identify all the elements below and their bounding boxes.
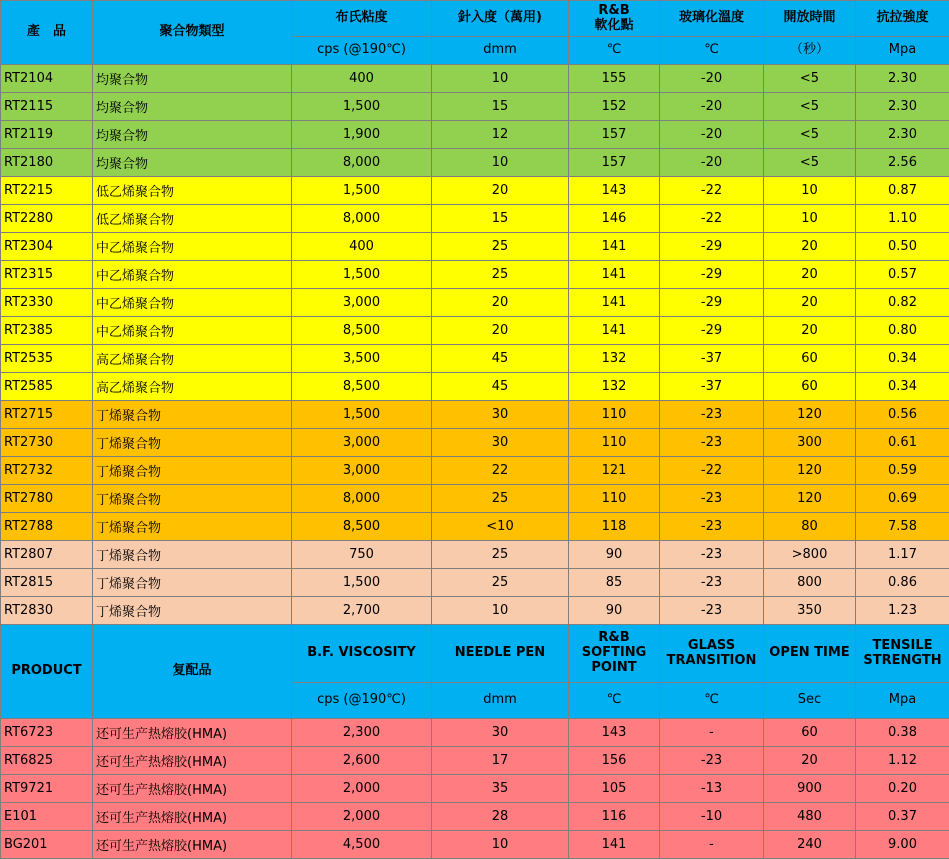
cell-rb: 90 <box>569 597 660 625</box>
cell-type: 中乙烯聚合物 <box>93 289 292 317</box>
cell-glass: -20 <box>660 149 764 177</box>
col-rb-header <box>569 1 660 37</box>
cell-product: RT2788 <box>1 513 93 541</box>
table-row <box>1 803 949 831</box>
cell-type: 中乙烯聚合物 <box>93 317 292 345</box>
cell-glass: -29 <box>660 261 764 289</box>
cell-needle: 30 <box>432 401 569 429</box>
cell-glass: -23 <box>660 569 764 597</box>
cell-open: <5 <box>764 121 856 149</box>
cell-open: 60 <box>764 719 856 747</box>
cell-viscosity: 400 <box>292 65 432 93</box>
cell-type: 丁烯聚合物 <box>93 401 292 429</box>
cell-open: 60 <box>764 373 856 401</box>
table-row <box>1 93 949 121</box>
cell-glass: -37 <box>660 345 764 373</box>
cell-glass: - <box>660 719 764 747</box>
glass-en-line1: GLASS <box>688 638 735 653</box>
cell-tensile: 2.30 <box>856 121 949 149</box>
cell-product: RT2535 <box>1 345 93 373</box>
cell-viscosity: 750 <box>292 541 432 569</box>
cell-type: 均聚合物 <box>93 65 292 93</box>
cell-tensile: 0.59 <box>856 457 949 485</box>
cell-viscosity: 8,000 <box>292 205 432 233</box>
cell-product: RT6723 <box>1 719 93 747</box>
cell-needle: 10 <box>432 831 569 859</box>
cell-product: RT2732 <box>1 457 93 485</box>
cell-product: RT2104 <box>1 65 93 93</box>
cell-viscosity: 2,000 <box>292 803 432 831</box>
cell-type: 还可生产热熔胶(HMA) <box>93 719 292 747</box>
cell-open: <5 <box>764 93 856 121</box>
cell-rb: 141 <box>569 317 660 345</box>
cell-tensile: 0.61 <box>856 429 949 457</box>
rb-header-line2: 軟化點 <box>594 18 633 33</box>
cell-glass: -29 <box>660 289 764 317</box>
table-row <box>1 233 949 261</box>
cell-tensile: 0.20 <box>856 775 949 803</box>
cell-rb: 143 <box>569 177 660 205</box>
unit-needle: dmm <box>432 37 569 65</box>
cell-tensile: 1.23 <box>856 597 949 625</box>
table-row <box>1 429 949 457</box>
cell-rb: 90 <box>569 541 660 569</box>
cell-needle: 15 <box>432 205 569 233</box>
cell-viscosity: 3,500 <box>292 345 432 373</box>
cell-type: 均聚合物 <box>93 121 292 149</box>
unit-rb: ℃ <box>569 37 660 65</box>
table-row <box>1 345 949 373</box>
cell-glass: -23 <box>660 485 764 513</box>
cell-viscosity: 1,500 <box>292 569 432 597</box>
cell-glass: -37 <box>660 373 764 401</box>
cell-product: RT2385 <box>1 317 93 345</box>
cell-type: 还可生产热熔胶(HMA) <box>93 803 292 831</box>
cell-open: 120 <box>764 401 856 429</box>
cell-viscosity: 1,500 <box>292 261 432 289</box>
cell-open: 10 <box>764 177 856 205</box>
tensile-en-line2: STRENGTH <box>863 653 941 668</box>
cell-needle: 28 <box>432 803 569 831</box>
cell-product: RT6825 <box>1 747 93 775</box>
cell-viscosity: 3,000 <box>292 429 432 457</box>
cell-open: 900 <box>764 775 856 803</box>
cell-glass: -29 <box>660 233 764 261</box>
cell-needle: 20 <box>432 289 569 317</box>
cell-needle: 22 <box>432 457 569 485</box>
cell-glass: -22 <box>660 205 764 233</box>
cell-viscosity: 1,500 <box>292 401 432 429</box>
cell-rb: 116 <box>569 803 660 831</box>
cell-type: 均聚合物 <box>93 149 292 177</box>
cell-viscosity: 4,500 <box>292 831 432 859</box>
cell-needle: 25 <box>432 541 569 569</box>
cell-product: RT2215 <box>1 177 93 205</box>
cell-product: RT2304 <box>1 233 93 261</box>
col-glass-header: 玻璃化溫度 <box>660 1 764 37</box>
cell-rb: 110 <box>569 401 660 429</box>
cell-type: 丁烯聚合物 <box>93 513 292 541</box>
cell-needle: 10 <box>432 65 569 93</box>
table-row <box>1 317 949 345</box>
cell-type: 中乙烯聚合物 <box>93 261 292 289</box>
cell-open: 300 <box>764 429 856 457</box>
cell-rb: 143 <box>569 719 660 747</box>
cell-type: 低乙烯聚合物 <box>93 205 292 233</box>
cell-open: 800 <box>764 569 856 597</box>
cell-rb: 155 <box>569 65 660 93</box>
col-viscosity-header-en: B.F. VISCOSITY <box>292 625 432 683</box>
cell-product: RT9721 <box>1 775 93 803</box>
cell-viscosity: 2,600 <box>292 747 432 775</box>
cell-tensile: 9.00 <box>856 831 949 859</box>
cell-product: RT2815 <box>1 569 93 597</box>
cell-product: RT2115 <box>1 93 93 121</box>
cell-tensile: 1.10 <box>856 205 949 233</box>
cell-glass: -22 <box>660 457 764 485</box>
cell-rb: 132 <box>569 373 660 401</box>
col-viscosity-header: 布氏粘度 <box>292 1 432 37</box>
cell-open: 80 <box>764 513 856 541</box>
table-row <box>1 485 949 513</box>
cell-viscosity: 1,500 <box>292 177 432 205</box>
cell-viscosity: 400 <box>292 233 432 261</box>
col-open-header-en: OPEN TIME <box>764 625 856 683</box>
table-row <box>1 513 949 541</box>
cell-tensile: 2.30 <box>856 65 949 93</box>
cell-needle: 20 <box>432 177 569 205</box>
cell-open: <5 <box>764 65 856 93</box>
cell-type: 还可生产热熔胶(HMA) <box>93 775 292 803</box>
cell-rb: 141 <box>569 261 660 289</box>
table-row <box>1 569 949 597</box>
cell-type: 丁烯聚合物 <box>93 485 292 513</box>
table-row <box>1 747 949 775</box>
col-tensile-header-en <box>856 625 949 683</box>
cell-open: 120 <box>764 485 856 513</box>
cell-rb: 110 <box>569 485 660 513</box>
table-row <box>1 401 949 429</box>
cell-tensile: 2.56 <box>856 149 949 177</box>
cell-rb: 156 <box>569 747 660 775</box>
table-row <box>1 289 949 317</box>
cell-needle: 20 <box>432 317 569 345</box>
unit-open-en: Sec <box>764 683 856 719</box>
cell-type: 丁烯聚合物 <box>93 597 292 625</box>
cell-product: RT2330 <box>1 289 93 317</box>
table-row <box>1 121 949 149</box>
cell-product: RT2315 <box>1 261 93 289</box>
cell-rb: 146 <box>569 205 660 233</box>
cell-open: 20 <box>764 289 856 317</box>
cell-viscosity: 8,000 <box>292 149 432 177</box>
cell-type: 丁烯聚合物 <box>93 541 292 569</box>
cell-tensile: 0.34 <box>856 373 949 401</box>
cell-product: RT2180 <box>1 149 93 177</box>
cell-glass: -13 <box>660 775 764 803</box>
cell-needle: 10 <box>432 597 569 625</box>
cell-type: 高乙烯聚合物 <box>93 345 292 373</box>
header1-title-row <box>1 1 949 37</box>
table-row <box>1 541 949 569</box>
cell-needle: 45 <box>432 373 569 401</box>
cell-rb: 105 <box>569 775 660 803</box>
cell-needle: 30 <box>432 429 569 457</box>
cell-glass: -23 <box>660 597 764 625</box>
cell-open: 120 <box>764 457 856 485</box>
cell-product: RT2585 <box>1 373 93 401</box>
cell-tensile: 0.50 <box>856 233 949 261</box>
col-rb-header-en <box>569 625 660 683</box>
rb-header-line1: R&B <box>598 3 629 18</box>
cell-rb: 118 <box>569 513 660 541</box>
cell-glass: -20 <box>660 65 764 93</box>
cell-product: RT2730 <box>1 429 93 457</box>
cell-needle: 25 <box>432 569 569 597</box>
unit-rb-en: ℃ <box>569 683 660 719</box>
cell-open: 10 <box>764 205 856 233</box>
cell-glass: -23 <box>660 401 764 429</box>
table-row <box>1 831 949 859</box>
cell-rb: 85 <box>569 569 660 597</box>
cell-glass: -22 <box>660 177 764 205</box>
cell-open: 20 <box>764 233 856 261</box>
cell-rb: 141 <box>569 233 660 261</box>
cell-tensile: 0.80 <box>856 317 949 345</box>
cell-viscosity: 8,500 <box>292 373 432 401</box>
cell-needle: 25 <box>432 261 569 289</box>
unit-open: （秒） <box>764 37 856 65</box>
table-row <box>1 597 949 625</box>
cell-product: E101 <box>1 803 93 831</box>
cell-viscosity: 3,000 <box>292 457 432 485</box>
cell-rb: 141 <box>569 289 660 317</box>
col-needle-header: 針入度（萬用) <box>432 1 569 37</box>
cell-tensile: 0.57 <box>856 261 949 289</box>
cell-open: 60 <box>764 345 856 373</box>
unit-viscosity: cps (@190℃) <box>292 37 432 65</box>
cell-open: 20 <box>764 317 856 345</box>
col-product-header: 產 品 <box>1 1 93 65</box>
cell-open: 20 <box>764 747 856 775</box>
cell-glass: -23 <box>660 513 764 541</box>
table-row <box>1 65 949 93</box>
table-row <box>1 775 949 803</box>
cell-type: 中乙烯聚合物 <box>93 233 292 261</box>
cell-glass: -29 <box>660 317 764 345</box>
col-product-header-en: PRODUCT <box>1 625 93 719</box>
cell-tensile: 1.17 <box>856 541 949 569</box>
header2-title-row <box>1 625 949 683</box>
cell-needle: 10 <box>432 149 569 177</box>
cell-tensile: 1.12 <box>856 747 949 775</box>
col-type-header-en: 复配品 <box>93 625 292 719</box>
unit-needle-en: dmm <box>432 683 569 719</box>
cell-tensile: 0.87 <box>856 177 949 205</box>
col-glass-header-en <box>660 625 764 683</box>
cell-needle: 17 <box>432 747 569 775</box>
cell-viscosity: 1,900 <box>292 121 432 149</box>
cell-type: 高乙烯聚合物 <box>93 373 292 401</box>
cell-tensile: 7.58 <box>856 513 949 541</box>
cell-open: <5 <box>764 149 856 177</box>
cell-product: RT2830 <box>1 597 93 625</box>
col-needle-header-en: NEEDLE PEN <box>432 625 569 683</box>
table-row <box>1 177 949 205</box>
col-type-header: 聚合物類型 <box>93 1 292 65</box>
cell-rb: 152 <box>569 93 660 121</box>
cell-viscosity: 8,500 <box>292 513 432 541</box>
cell-needle: 25 <box>432 485 569 513</box>
col-tensile-header: 抗拉強度 <box>856 1 949 37</box>
cell-needle: 15 <box>432 93 569 121</box>
cell-open: 240 <box>764 831 856 859</box>
cell-needle: 12 <box>432 121 569 149</box>
cell-rb: 141 <box>569 831 660 859</box>
cell-needle: 30 <box>432 719 569 747</box>
rb-en-line2: SOFTING <box>582 645 647 660</box>
cell-rb: 157 <box>569 149 660 177</box>
table-row <box>1 719 949 747</box>
unit-glass-en: ℃ <box>660 683 764 719</box>
cell-glass: -20 <box>660 93 764 121</box>
cell-tensile: 0.86 <box>856 569 949 597</box>
cell-tensile: 0.38 <box>856 719 949 747</box>
cell-needle: 45 <box>432 345 569 373</box>
cell-product: RT2807 <box>1 541 93 569</box>
cell-viscosity: 2,300 <box>292 719 432 747</box>
cell-glass: - <box>660 831 764 859</box>
cell-product: RT2715 <box>1 401 93 429</box>
table-row <box>1 373 949 401</box>
cell-tensile: 0.69 <box>856 485 949 513</box>
cell-type: 丁烯聚合物 <box>93 457 292 485</box>
cell-viscosity: 3,000 <box>292 289 432 317</box>
glass-en-line2: TRANSITION <box>667 653 757 668</box>
cell-open: >800 <box>764 541 856 569</box>
cell-viscosity: 8,500 <box>292 317 432 345</box>
cell-tensile: 2.30 <box>856 93 949 121</box>
table-row <box>1 205 949 233</box>
cell-open: 20 <box>764 261 856 289</box>
cell-rb: 121 <box>569 457 660 485</box>
unit-tensile-en: Mpa <box>856 683 949 719</box>
cell-rb: 157 <box>569 121 660 149</box>
cell-tensile: 0.82 <box>856 289 949 317</box>
cell-glass: -10 <box>660 803 764 831</box>
cell-type: 低乙烯聚合物 <box>93 177 292 205</box>
cell-type: 还可生产热熔胶(HMA) <box>93 831 292 859</box>
cell-type: 丁烯聚合物 <box>93 569 292 597</box>
cell-tensile: 0.56 <box>856 401 949 429</box>
cell-rb: 132 <box>569 345 660 373</box>
cell-type: 丁烯聚合物 <box>93 429 292 457</box>
cell-type: 均聚合物 <box>93 93 292 121</box>
rb-en-line3: POINT <box>591 660 636 675</box>
cell-rb: 110 <box>569 429 660 457</box>
cell-glass: -23 <box>660 747 764 775</box>
cell-open: 480 <box>764 803 856 831</box>
cell-tensile: 0.34 <box>856 345 949 373</box>
cell-viscosity: 8,000 <box>292 485 432 513</box>
col-open-header: 開放時間 <box>764 1 856 37</box>
cell-open: 350 <box>764 597 856 625</box>
cell-viscosity: 2,000 <box>292 775 432 803</box>
cell-glass: -23 <box>660 541 764 569</box>
unit-tensile: Mpa <box>856 37 949 65</box>
cell-glass: -23 <box>660 429 764 457</box>
cell-needle: 25 <box>432 233 569 261</box>
cell-viscosity: 2,700 <box>292 597 432 625</box>
unit-glass: ℃ <box>660 37 764 65</box>
cell-type: 还可生产热熔胶(HMA) <box>93 747 292 775</box>
cell-glass: -20 <box>660 121 764 149</box>
cell-needle: <10 <box>432 513 569 541</box>
cell-needle: 35 <box>432 775 569 803</box>
cell-tensile: 0.37 <box>856 803 949 831</box>
table-row <box>1 261 949 289</box>
cell-product: RT2280 <box>1 205 93 233</box>
rb-en-line1: R&B <box>598 630 629 645</box>
cell-product: RT2119 <box>1 121 93 149</box>
cell-product: RT2780 <box>1 485 93 513</box>
table-row <box>1 457 949 485</box>
unit-viscosity-en: cps (@190℃) <box>292 683 432 719</box>
tensile-en-line1: TENSILE <box>873 638 933 653</box>
cell-viscosity: 1,500 <box>292 93 432 121</box>
table-row <box>1 149 949 177</box>
cell-product: BG201 <box>1 831 93 859</box>
